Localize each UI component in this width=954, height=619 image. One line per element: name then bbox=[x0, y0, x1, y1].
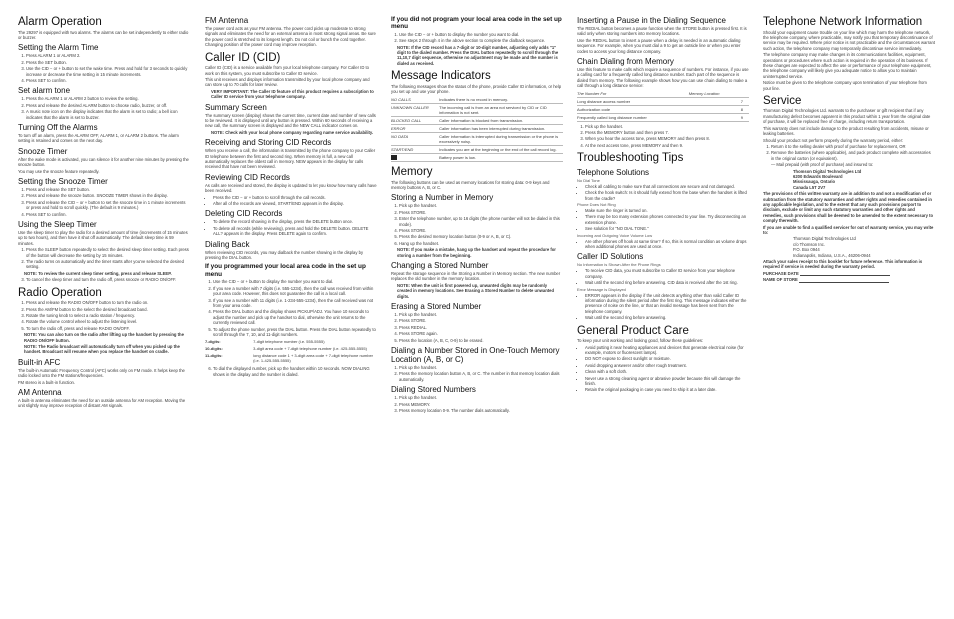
table-header: The Number For Memory Location bbox=[577, 90, 749, 98]
snooze-title: Snooze Timer bbox=[18, 146, 68, 156]
network-info-title: Telephone Network Information bbox=[763, 16, 923, 28]
product-care-title: General Product Care bbox=[577, 324, 689, 337]
service-title: Service bbox=[763, 94, 802, 107]
list-item: 3. To cancel the sleep timer and turn the radio off, press snooze or RADIO ON/OFF. bbox=[26, 277, 190, 282]
afc-text-2: FM stereo is a built-in function. bbox=[18, 379, 76, 385]
list-item: 2. Press and release the snooze button. SNOOZE TIMER shows in the display. bbox=[26, 193, 190, 198]
list-item: 2. See steps 2 through 4 in the above section to complete the dialback sequence. bbox=[399, 38, 563, 43]
alarm-off-text: To turn off an alarm, press the ALARM OFF, ALARM 1, or ALARM 2 buttons. The alarm setting is retained and comes on the next day. bbox=[18, 132, 179, 144]
list-item: 6. To dial the displayed number, pick up the handset within 10 seconds. NOW DIALING shows in the display and the number is dialed. bbox=[213, 366, 377, 377]
volume-low-label: Incoming and Outgoing Voice Volume Low bbox=[577, 232, 653, 238]
caller-id-note: VERY IMPORTANT: The Caller ID feature of this product requires a subscription to Caller ID service from your telephone company. bbox=[211, 88, 374, 100]
error-label: Error Message is Displayed bbox=[577, 286, 626, 292]
afc-title: Built-in AFC bbox=[18, 357, 61, 367]
error-bullets bbox=[577, 293, 749, 321]
store-number-steps bbox=[391, 203, 563, 246]
list-item: 1. Use the CID − or + button to display the number you want to dial. bbox=[399, 32, 563, 37]
summary-screen-text: The summary screen (display) shows the current time, current date and number of new calls to be reviewed. It is displayed until any button is pressed. Within 60 seconds of receiving a new call, the summary screen is displayed and the NEW CALL indicator comes on. bbox=[205, 112, 376, 129]
no-info-label: No Information is Shown After the Phone Rings bbox=[577, 262, 661, 268]
list-item: 3. When you hear the access tone, press MEMORY and then press 8. bbox=[585, 136, 749, 141]
table-row: START/END Indicates you are at the beginning or the end of the call record log. bbox=[391, 145, 563, 153]
alarm-off-title: Turning Off the Alarms bbox=[18, 122, 98, 132]
list-item: 4. At the next access tone, press MEMORY and then 9. bbox=[585, 143, 749, 148]
summary-screen-title: Summary Screen bbox=[205, 102, 267, 112]
list-item: • Make sure the ringer is turned on. bbox=[585, 208, 749, 213]
table-row: 10-digits: 3-digit area code + 7-digit telephone number (i.e. 425-555-5555) bbox=[205, 346, 367, 352]
set-alarm-time-steps bbox=[18, 53, 190, 83]
network-info-text-3: Notice must be given to the telephone company upon termination of your telephone from your line. bbox=[763, 80, 927, 91]
list-item: 4. Press STORE. bbox=[399, 228, 563, 233]
sleep-timer-text: Use the sleep timer to play the radio for a desired amount of time (increments of 15 minutes up to two hours), and then have it shut off automatically. The default sleep time is 59 minutes. bbox=[18, 230, 188, 246]
no-ring-label: Phone Does Not Ring bbox=[577, 202, 616, 207]
memory-title: Memory bbox=[391, 166, 433, 178]
snooze-text-2: You may use the snooze feature repeatedly. bbox=[18, 168, 100, 174]
chain-dialing-title: Chain Dialing from Memory bbox=[577, 57, 674, 67]
dial-stored-steps bbox=[391, 395, 563, 413]
list-item: • Avoid putting it near heating appliances and devices that generate electrical noise (for example, motors or fluorescent lamps). bbox=[585, 345, 749, 356]
column-4 bbox=[577, 16, 749, 394]
list-item: • To receive CID data, you must subscribe to Caller ID service from your telephone company. bbox=[585, 268, 749, 279]
chain-dialing-text: Use this feature to make calls which require a sequence of numbers. For instance, if you use a calling card for a frequently called long distance number. Each part of the sequence is dialed from memory. The following example shows how you can use chain dialing to make a call through a long distance service: bbox=[577, 67, 749, 89]
afc-text: The built-in Automatic Frequency Control (AFC) works only on FM mode. It helps keep the radio locked onto the FM stations/frequencies. bbox=[18, 367, 185, 379]
radio-note-2: NOTE: The Radio broadcast will automatically turn off when you picked up the handset. Broadcast will resume when you replace the handset on cradle. bbox=[24, 344, 180, 355]
reviewing-text: As calls are received and stored, the display is updated to let you know how many calls have been received. bbox=[205, 182, 377, 194]
out-of-warranty-text: If you are unable to find a qualified servicer for out of warranty service, you may write to: bbox=[763, 224, 934, 235]
list-item: 3. A music note icon on the display indicates that the alarm is set to radio; a bell icon indicates that the alarm is set to buzzer. bbox=[26, 109, 190, 120]
list-item: 4. Press SET to confirm. bbox=[26, 78, 190, 83]
warranty-provisions: The provisions of this written warranty are in addition to and not a modification of or subtraction from the statutory warranties and other rights and remedies contained in any applicable legislation, and to the extent that any such provisions purport to disclaim, exclude or limit any such statutory warranties and other rights and remedies, such provisions shall be deemed to be amended to the extent necessary to comply therewith. bbox=[763, 191, 934, 224]
table-row: Authorization code 8 bbox=[577, 105, 749, 113]
no-dial-tone-bullets bbox=[577, 184, 749, 201]
attach-receipt-text: Attach your sales receipt to this booklet for future reference. This information is required if service is needed during the warranty period. bbox=[763, 259, 923, 270]
table-row: BLOCKED CALL Caller information is blocked from transmission. bbox=[391, 116, 563, 124]
list-item: 1. Press ALARM 1 or ALARM 2. bbox=[26, 53, 190, 58]
network-info-text: Should your equipment cause trouble on your line which may harm the telephone network, the telephone company, where practicable, may notify you that temporary discontinuance of service may be required. Where prior notice is not practicable and the circumstances warrant such action, the telephone company may temporarily discontinue service immediately. bbox=[763, 29, 935, 51]
summary-note: NOTE: Check with your local phone company regarding name service availability. bbox=[211, 129, 374, 135]
list-item: 5. Press the location (A, B, C, 0-9) to be erased. bbox=[399, 338, 563, 343]
list-item: 3. Press REDIAL. bbox=[399, 325, 563, 330]
list-item: 5. To adjust the phone number, press the DIAL button. Press the DIAL button repeatedly to scroll through the 7, 10, and 11-digit numbers. bbox=[213, 327, 377, 338]
table-row: Frequently called long distance number 9 bbox=[577, 113, 749, 121]
sleep-note: NOTE: To review the current sleep timer setting, press and release SLEEP. bbox=[24, 270, 172, 276]
list-item: 3. Use the CID − or + button to set the wake time. Press and hold for 3 seconds to quickly increase or decrease the time setting in 15 minute increments. bbox=[26, 66, 190, 77]
service-text-3: Should your product not perform properly during the warranty period, either: bbox=[763, 137, 904, 143]
list-item: 6. Hang up the handset. bbox=[399, 241, 563, 246]
list-item: 1. Press the ALARM 1 or ALARM 2 button to review the setting. bbox=[26, 96, 190, 101]
not-programmed-steps bbox=[391, 32, 563, 44]
chain-table bbox=[577, 90, 749, 122]
list-item: 2. The radio turns on automatically and the timer starts after you've selected the desired setting. bbox=[26, 259, 190, 270]
list-item: • Never use a strong cleaning agent or abrasive powder because this will damage the finish. bbox=[585, 376, 749, 387]
caller-id-text-2: This unit receives and displays information transmitted by your local phone company and can store up to 70 calls for later review. bbox=[205, 76, 370, 88]
change-note: NOTE: When the unit is first powered up, unwanted digits may be randomly created in memory locations. See Erasing a Stored Number to delete unwanted digits. bbox=[397, 282, 555, 299]
pause-text-2: Use the REDIAL button to insert a pause when a delay is needed in an automatic dialing sequence. For example, when you must dial a 9 to get an outside line or when you enter codes to access your long distance company. bbox=[577, 37, 741, 54]
store-note: NOTE: If you make a mistake, hang up the handset and repeat the procedure for storing a number from the beginning. bbox=[397, 247, 556, 258]
list-item: • Wait until the second ring before answering. CID data is received after the 1st ring. bbox=[585, 280, 749, 285]
set-snooze-title: Setting the Snooze Timer bbox=[18, 177, 108, 186]
list-item: 2. Press STORE. bbox=[399, 210, 563, 215]
volume-low-bullets bbox=[577, 239, 749, 250]
list-item: 4. Press the DIAL button and the display shows PICKUP/ADJ. You have 10 seconds to adjust the number and pick up the handset to dial, otherwise the unit returns to the currently reviewed call. bbox=[213, 309, 377, 325]
memory-text: The following buttons can be used as memory locations for storing data: 0-9 keys and memory buttons A, B, or C. bbox=[391, 179, 550, 190]
column-5 bbox=[763, 16, 935, 284]
list-item: 1. Press the SLEEP button repeatedly to select the desired sleep timer setting. Each press of the button will decrease the setting by 15 minutes. bbox=[26, 247, 190, 258]
am-antenna-title: AM Antenna bbox=[18, 388, 62, 398]
list-item: 1. Pick up the handset. bbox=[399, 395, 563, 400]
programmed-steps bbox=[205, 279, 377, 337]
radio-title: Radio Operation bbox=[18, 286, 102, 299]
list-item: 2. Press the memory location button A, B, or C. The number in that memory location dials automatically. bbox=[399, 371, 563, 382]
list-item: • Avoid dropping answerer and/or other rough treatment. bbox=[585, 363, 749, 368]
digits-table bbox=[205, 338, 377, 364]
list-item: 2. Press and release the desired ALARM button to choose radio, buzzer, or off. bbox=[26, 103, 190, 108]
message-indicators-text: The following messages show the status of the phone, provide Caller ID information, or help you set up and use your phone. bbox=[391, 83, 562, 95]
chain-steps bbox=[577, 124, 749, 149]
no-dial-tone-label: No Dial Tone bbox=[577, 177, 600, 183]
list-item: 1. Press and release the SET button. bbox=[26, 187, 190, 192]
change-number-text: Repeat the storage sequence in the Storing a Number in Memory section. The new number replaces the old number in the memory location. bbox=[391, 270, 561, 282]
product-care-bullets bbox=[577, 345, 749, 393]
address-canada: Thomson Digital Technologies Ltd 6200 Edwards Boulevard Mississauga, Ontario Canada L5T 2V7 bbox=[793, 168, 862, 190]
list-item: 4. Press SET to confirm. bbox=[26, 212, 190, 217]
no-info-bullets bbox=[577, 268, 749, 285]
fm-antenna-text: The power cord acts as your FM antenna. The power cord picks up moderate to strong signals and eliminates the need for an external antenna in most strong signal areas. Be sure the power cord is stretched to its longest length. Do not coil or bunch the cord together. Changing position of the power cord may improve reception. bbox=[205, 26, 376, 48]
list-item: 4. Press STORE again. bbox=[399, 331, 563, 336]
receiving-title: Receiving and Storing CID Records bbox=[205, 138, 332, 148]
list-item: • To delete the record showing in the display, press the DELETE button once. bbox=[213, 219, 377, 224]
receiving-text: When you receive a call, the information is transmitted by the phone company to your Caller ID telephone between the first and second ring. When memory is full, a new call automatically replaces the oldest call in memory. NEW appears in the display for calls received that have not been reviewed. bbox=[205, 148, 376, 170]
list-item: 1. Pick up the handset. bbox=[399, 203, 563, 208]
one-touch-steps bbox=[391, 365, 563, 382]
table-row: NO CALLS Indicates there is no record in memory. bbox=[391, 96, 563, 104]
not-programmed-note: NOTE: If the CID record has a 7-digit or 10-digit number, adjusting only adds "1" digit to the dialed number. Press the DIAL button repeatedly to scroll through the 11,10,7 digit sequence, otherwise no adjustment may be made and the number is dialed as received. bbox=[397, 44, 559, 66]
radio-steps bbox=[18, 300, 190, 331]
message-table bbox=[391, 96, 563, 162]
deleting-bullets bbox=[205, 219, 377, 236]
product-care-text: To keep your unit working and looking good, follow these guidelines: bbox=[577, 338, 704, 344]
am-antenna-text: A built-in antenna eliminates the need for an outside antenna for AM reception. Moving the unit slightly may improve reception of distant AM signals. bbox=[18, 398, 186, 409]
list-item: 2. Press MEMORY. bbox=[399, 402, 563, 407]
list-item: • There may be too many extension phones connected to your line. Try disconnecting an extension phone. bbox=[585, 214, 749, 225]
list-item: • ERROR appears in the display if the unit detects anything other than valid Caller ID information during the silent period after the first ring. This message indicates either the presence of noise on the line, or that an invalid message has been sent from the telephone company. bbox=[585, 293, 749, 315]
change-number-title: Changing a Stored Number bbox=[391, 260, 489, 270]
dialing-back-text: When reviewing CID records, you may dialback the number showing in the display by pressing the DIAL button. bbox=[205, 249, 364, 261]
table-row: 7-digits: 7-digit telephone number (i.e. 555-5555) bbox=[205, 339, 325, 345]
list-item: • Are other phones off hook at same time? If so, this is normal condition as volume drops when additional phones are used at once. bbox=[585, 239, 749, 250]
list-item: • To delete all records (while reviewing), press and hold the DELETE button. DELETE ALL? appears in the display. Press DELETE again to confirm. bbox=[213, 226, 377, 237]
address-us: Thomson Digital Technologies Ltd c/o Thomson Inc. P.O. Box 0944 Indianapolis, Indiana, U.S.A., 46206-0944 bbox=[793, 236, 871, 258]
table-row: UNKNOWN CALLER The incoming call is from an area not serviced by CID or CID information is not sent. bbox=[391, 103, 563, 116]
purchase-date-field[interactable]: PURCHASE DATE bbox=[763, 271, 935, 276]
column-1 bbox=[18, 16, 190, 410]
list-item: 2. Press the MEMORY button and then press 7. bbox=[585, 130, 749, 135]
list-item: • See solution for "NO DIAL TONE." bbox=[585, 226, 749, 231]
pause-title: Inserting a Pause in the Dialing Sequence bbox=[577, 16, 726, 25]
set-snooze-steps bbox=[18, 187, 190, 217]
service-mail: — Mail prepaid (with proof of purchase) and insured to: bbox=[771, 162, 874, 168]
service-text-2: This warranty does not include damage to the product resulting from accidents, misuse or leaking batteries. bbox=[763, 125, 929, 137]
not-programmed-title: If you did not program your local area code in the set up menu bbox=[391, 16, 562, 31]
alarm-tone-title: Set alarm tone bbox=[18, 86, 71, 96]
list-item: 3. Press and release the CID − or + button to set the snooze time in 1 minute increments or press and hold to scroll quickly. (The default is 9 minutes.) bbox=[26, 200, 190, 211]
list-item: 3. Press memory location 0-9. The number dials automatically. bbox=[399, 408, 563, 413]
table-row: Long distance access number 7 bbox=[577, 97, 749, 105]
programmed-step-6 bbox=[205, 366, 377, 377]
one-touch-title: Dialing a Number Stored in One-Touch Memory Location (A, B, or C) bbox=[391, 346, 560, 365]
fm-antenna-title: FM Antenna bbox=[205, 16, 249, 25]
list-item: • After all of the records are viewed, START/END appears in the display. bbox=[213, 201, 377, 206]
list-item: 2. Press the AM/FM button to the select the desired broadcast band. bbox=[26, 307, 190, 312]
dial-stored-title: Dialing Stored Numbers bbox=[391, 385, 476, 395]
table-row: NO DATA Caller information is interrupted during transmission or the phone is excessively noisy. bbox=[391, 132, 563, 145]
list-item: 1. Pick up the handset. bbox=[399, 312, 563, 317]
column-2 bbox=[205, 16, 377, 378]
sleep-timer-step-3 bbox=[18, 277, 190, 282]
alarm-tone-steps bbox=[18, 96, 190, 120]
deleting-title: Deleting CID Records bbox=[205, 209, 283, 219]
sleep-timer-title: Using the Sleep Timer bbox=[18, 220, 97, 230]
list-item: • Check all cabling to make sure that all connections are secure and not damaged. bbox=[585, 184, 749, 189]
list-item: 3. Enter the telephone number, up to 16 digits (the phone number will not be dialed in this mode). bbox=[399, 216, 563, 227]
list-item: 2. Press the SET button. bbox=[26, 60, 190, 65]
list-item: 3. Rotate the tuning knob to select a radio station / frequency. bbox=[26, 313, 190, 318]
message-indicators-title: Message Indicators bbox=[391, 70, 491, 83]
list-item: • Check the hook switch: Is it should fully extend from the base when the handset is lifted from the cradle? bbox=[585, 190, 749, 201]
table-row: 11-digits: long distance code 1 + 3-digit area code + 7-digit telephone number (i.e. 1-425-555-5555) bbox=[205, 353, 374, 364]
radio-note-1: NOTE: You can also turn on the radio after lifting up the handset by pressing the RADIO ON/OFF button. bbox=[24, 332, 184, 343]
troubleshooting-title: Troubleshooting Tips bbox=[577, 152, 684, 165]
erase-number-title: Erasing a Stored Number bbox=[391, 302, 482, 311]
dialing-back-title: Dialing Back bbox=[205, 239, 250, 249]
alarm-intro: The 29297 is equipped with two alarms. The alarms can be set independently to either radio or buzzer. bbox=[18, 29, 189, 40]
reviewing-title: Reviewing CID Records bbox=[205, 172, 290, 182]
table-row: Battery power is low. bbox=[391, 153, 563, 161]
list-item: 2. Press STORE. bbox=[399, 318, 563, 323]
list-item: 5. To turn the radio off, press and release RADIO ON/OFF. bbox=[26, 326, 190, 331]
list-item: 1. Use the CID − or + button to display the number you want to dial. bbox=[213, 279, 377, 284]
caller-id-title: Caller ID (CID) bbox=[205, 51, 281, 64]
battery-icon bbox=[391, 155, 397, 160]
network-info-text-2: The telephone company may make changes in its communications facilities, equipment, operations or procedures where such action is required in the operation of its business. If these changes are expected to affect the use or performance of your telephone equipment, the telephone company will likely give you adequate notice to allow you to maintain uninterrupted service. bbox=[763, 52, 932, 79]
list-item: 1. Pick up the handset. bbox=[399, 365, 563, 370]
erase-number-steps bbox=[391, 312, 563, 343]
list-item: • Clean with a soft cloth. bbox=[585, 369, 749, 374]
list-item: • Wait until the second ring before answering. bbox=[585, 315, 749, 320]
list-item: 1. Return it to the selling dealer with proof of purchase for replacement, OR bbox=[771, 144, 935, 149]
column-3 bbox=[391, 16, 563, 414]
snooze-text: After the wake mode is activated, you can silence it for another nine minutes by pressing the snooze button. bbox=[18, 156, 189, 168]
list-item: 2. Remove the batteries (where applicable), and pack product complete with accessories in the original carton (or equivalent). bbox=[771, 150, 935, 161]
telephone-solutions-title: Telephone Solutions bbox=[577, 167, 650, 177]
caller-id-solutions-title: Caller ID Solutions bbox=[577, 252, 644, 262]
no-ring-bullets bbox=[577, 208, 749, 232]
list-item: 1. Pick up the handset. bbox=[585, 124, 749, 129]
list-item: 4. Rotate the volume control wheel to adjust the listening level. bbox=[26, 319, 190, 324]
sleep-timer-steps bbox=[18, 247, 190, 270]
list-item: 3. If you see a number with 11 digits (i.e. 1-234-555-1234), then the call received was not from your area code. bbox=[213, 298, 377, 309]
list-item: • DO NOT expose to direct sunlight or moisture. bbox=[585, 356, 749, 361]
list-item: 1. Press and release the RADIO ON/OFF button to turn the radio on. bbox=[26, 300, 190, 305]
set-alarm-time-title: Setting the Alarm Time bbox=[18, 43, 99, 53]
list-item: • Press the CID − or + button to scroll through the call records. bbox=[213, 195, 377, 200]
store-name-field[interactable]: NAME OF STORE bbox=[763, 277, 935, 282]
reviewing-bullets bbox=[205, 195, 377, 207]
service-steps bbox=[763, 144, 935, 161]
table-row: ERROR Caller information has been interrupted during transmission. bbox=[391, 124, 563, 132]
service-text: Thomson Digital Technologies Ltd. warrants to the purchaser or gift recipient that if any manufacturing defect becomes apparent in this product within 1 year from the original date of purchase, it will be replaced free of charge, including return transportation. bbox=[763, 108, 931, 125]
list-item: 2. If you see a number with 7 digits (i.e. 555-1234), then the call was received from within your area code. However, this does not guarantee the call is a local call. bbox=[213, 286, 377, 297]
list-item: 5. Press the desired memory location button (0-9 or A, B, or C). bbox=[399, 234, 563, 239]
caller-id-text: Caller ID (CID) is a service available from your local telephone company. For Caller ID to work on this system, you must subscribe to Caller ID service. bbox=[205, 65, 369, 76]
programmed-title: If you programmed your local area code in the set up menu bbox=[205, 263, 366, 278]
alarm-title: Alarm Operation bbox=[18, 16, 102, 28]
store-number-title: Storing a Number in Memory bbox=[391, 193, 494, 203]
list-item: • Retain the original packaging in case you need to ship it at a later date. bbox=[585, 387, 749, 392]
pause-text: The REDIAL button becomes a pause function when the STORE button is pressed first. It is valid only when storing numbers into memory locations. bbox=[577, 26, 747, 37]
